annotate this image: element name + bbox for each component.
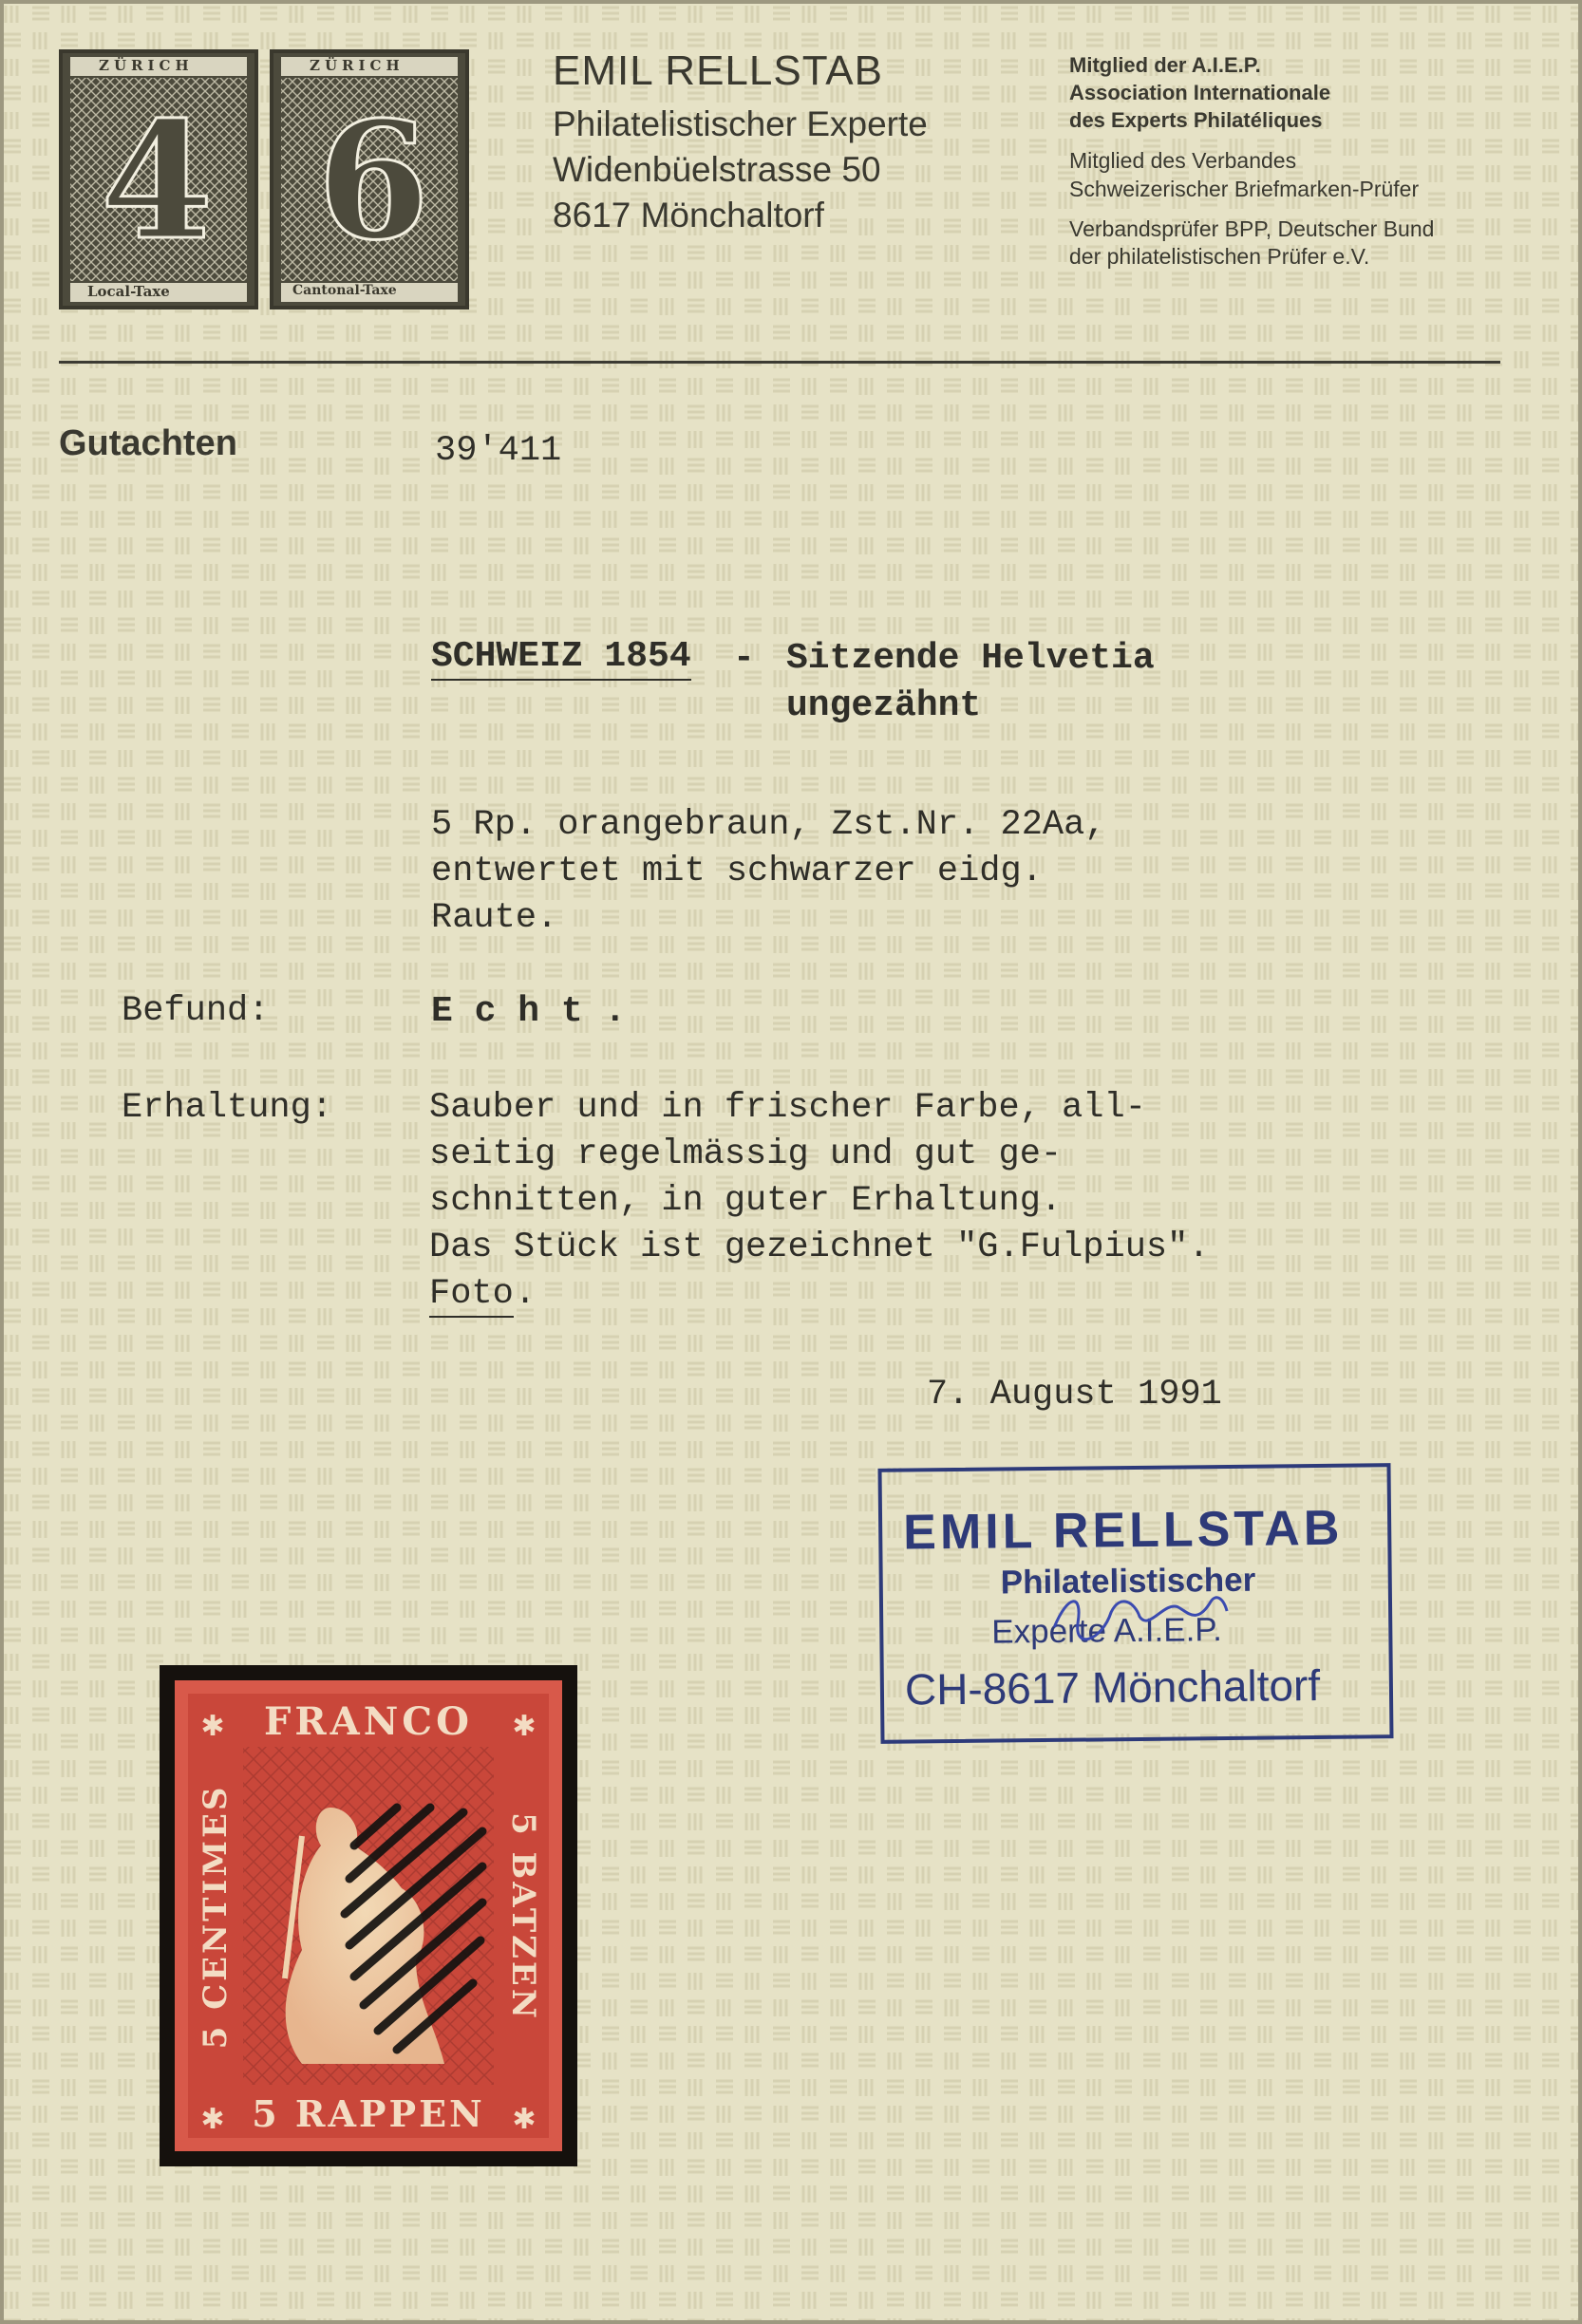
logo-zurich-6 [270,49,469,309]
stamp-right-text: 5 BATZEN [504,1812,542,2021]
certificate-number: 39'411 [435,431,562,471]
logo-top-text: ZÜRICH [310,57,405,74]
befund-label: Befund: [122,991,270,1031]
cachet-city: CH-8617 Mönchaltorf [904,1659,1321,1715]
heading-dash: - [733,638,755,679]
header-divider [59,361,1500,364]
logo-bottom-text: Local-Taxe [87,283,170,300]
foto-link: Foto [429,1274,514,1318]
stamp-corner-star: ✱ [512,1710,537,1743]
erhaltung-line: schnitten, in guter Erhaltung. [429,1181,1063,1221]
membership-line: Mitglied der A.I.E.P. [1069,53,1261,77]
logo-top-text: ZÜRICH [99,57,194,74]
logo-numeral: 6 [317,86,430,276]
heading-title: Sitzende Helvetia [786,638,1155,679]
membership-line: der philatelistischen Prüfer e.V. [1069,244,1370,269]
description-line: Raute. [431,898,558,938]
membership-line: des Experts Philatéliques [1069,108,1323,132]
cachet-aiep: Experte A.I.E.P. [991,1611,1223,1651]
expert-cachet [877,1463,1393,1744]
expert-city: 8617 Mönchaltorf [553,196,824,234]
heading-country: SCHWEIZ 1854 [431,636,691,681]
stamp-left-text: 5 CENTIMES [197,1784,235,2050]
stamp-corner-star: ✱ [200,1710,225,1743]
stamp-bottom-text: 5 RAPPEN [252,2092,485,2135]
cachet-title: Philatelistischer [1000,1561,1256,1602]
logo-numeral: 4 [101,86,214,276]
logo-bottom-text: Cantonal-Taxe [292,283,397,298]
stamp-corner-star: ✱ [200,2103,225,2136]
heading-subtitle: ungezähnt [786,685,982,726]
postage-stamp-image [160,1665,577,2166]
expert-street: Widenbüelstrasse 50 [553,150,881,189]
logo-zurich-4 [59,49,258,309]
certificate-date: 7. August 1991 [927,1375,1222,1415]
membership-line: Association Internationale [1069,81,1331,104]
erhaltung-line: Das Stück ist gezeichnet "G.Fulpius". [429,1228,1210,1267]
stamp-corner-star: ✱ [512,2103,537,2136]
expert-title: Philatelistischer Experte [553,104,928,143]
befund-value: E c h t . [431,991,627,1032]
expert-name: EMIL RELLSTAB [553,47,884,94]
foto-period: . [515,1274,537,1314]
description-line: 5 Rp. orangebraun, Zst.Nr. 22Aa, [431,805,1106,845]
membership-line: Schweizerischer Briefmarken-Prüfer [1069,177,1420,201]
certificate-label: Gutachten [59,423,237,463]
description-line: entwertet mit schwarzer eidg. [431,852,1043,891]
membership-line: Mitglied des Verbandes [1069,148,1297,173]
membership-line: Verbandsprüfer BPP, Deutscher Bund [1069,216,1435,241]
stamp-top-text: FRANCO [264,1699,473,1744]
cachet-name: EMIL RELLSTAB [902,1500,1344,1561]
signature [1045,1573,1235,1651]
erhaltung-line: seitig regelmässig und gut ge- [429,1134,1063,1174]
erhaltung-line: Sauber und in frischer Farbe, all- [429,1088,1146,1128]
erhaltung-label: Erhaltung: [122,1088,333,1128]
